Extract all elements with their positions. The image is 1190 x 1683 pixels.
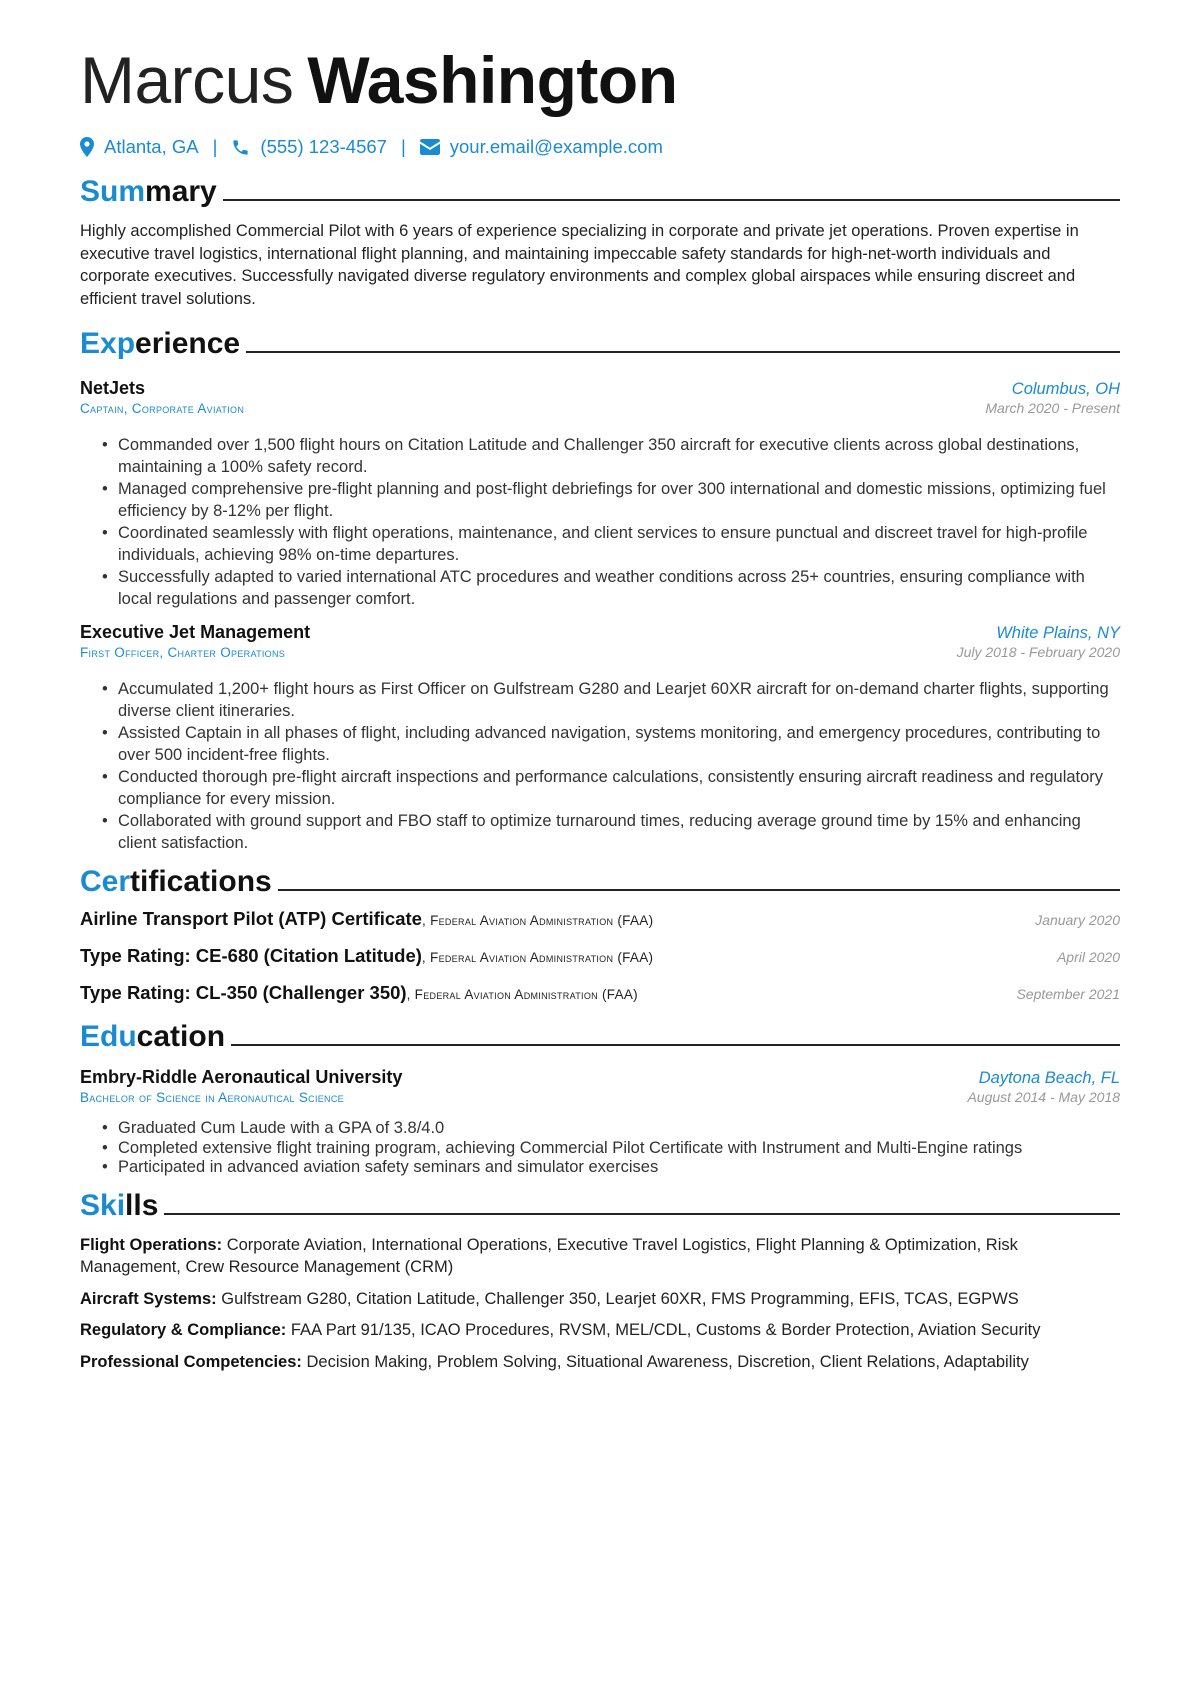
bullet-item: • Conducted thorough pre-flight aircraft inspections and performance calculations, consistently ensuring aircraft readiness and regulatory compliance for every mission. (118, 766, 1120, 810)
section-title: Certifications (80, 865, 272, 898)
email-link[interactable]: your.email@example.com (449, 136, 663, 157)
job-bullets (80, 434, 1120, 610)
first-name: Marcus (80, 43, 294, 117)
skill-group (80, 1234, 1120, 1279)
section-rule (164, 1213, 1120, 1215)
map-pin-icon (80, 137, 104, 157)
envelope-icon (420, 139, 450, 155)
skill-label: Aircraft Systems: (80, 1289, 217, 1308)
phone-icon (231, 138, 260, 157)
bullet-item: • Commanded over 1,500 flight hours on Citation Latitude and Challenger 350 aircraft for executive clients across global destinations, maintaining a 100% safety record. (118, 434, 1120, 478)
section-title: Education (80, 1020, 226, 1053)
separator: | (400, 136, 406, 157)
certification-date: January 2020 (1035, 912, 1120, 928)
separator: | (212, 136, 218, 157)
job-bullets (80, 678, 1120, 854)
certification-name: Type Rating: CE-680 (Citation Latitude) (80, 945, 422, 966)
education-dates: August 2014 - May 2018 (967, 1089, 1120, 1105)
degree: Bachelor of Science in Aeronautical Science (80, 1090, 344, 1105)
candidate-name (80, 40, 1120, 120)
job-title: Captain, Corporate Aviation (80, 401, 245, 416)
job-dates: July 2018 - February 2020 (956, 644, 1120, 660)
email-item[interactable] (420, 136, 663, 158)
experience-entry (80, 622, 1120, 854)
skill-label: Flight Operations: (80, 1235, 223, 1254)
section-rule (278, 889, 1120, 891)
summary-heading (80, 174, 1120, 210)
certifications-heading (80, 864, 1120, 900)
contact-line (80, 134, 1120, 160)
employer-name: Executive Jet Management (80, 622, 311, 642)
skill-list: Corporate Aviation, International Operations, Executive Travel Logistics, Flight Planning & Optimization, Risk Management, Crew Resource Management (CRM) (80, 1235, 1018, 1276)
skill-group (80, 1288, 1120, 1311)
job-title: First Officer, Charter Operations (80, 645, 286, 660)
school-location: Daytona Beach, FL (978, 1069, 1120, 1087)
experience-heading (80, 326, 1120, 362)
section-title: Skills (80, 1188, 159, 1222)
phone-item[interactable] (231, 136, 387, 158)
skill-label: Professional Competencies: (80, 1352, 302, 1371)
section-rule (223, 199, 1120, 201)
certification-issuer: Federal Aviation Administration (FAA) (414, 987, 638, 1002)
section-title: Experience (80, 327, 241, 360)
bullet-item: • Managed comprehensive pre-flight planning and post-flight debriefings for over 300 international and domestic missions, optimizing fuel efficiency by 8-12% per flight. (118, 478, 1120, 522)
skill-label: Regulatory & Compliance: (80, 1321, 287, 1339)
location-text: Atlanta, GA (104, 136, 199, 157)
education-bullets (80, 1119, 1120, 1178)
skills-heading (80, 1188, 1120, 1224)
employer-name: NetJets (80, 378, 146, 398)
certification-name: Type Rating: CL-350 (Challenger 350) (80, 982, 407, 1003)
bullet-item: • Collaborated with ground support and FBO staff to optimize turnaround times, reducing average ground time by 15% and enhancing client satisfaction. (118, 810, 1120, 854)
location-item (80, 136, 199, 158)
last-name: Washington (307, 43, 678, 117)
skill-group (80, 1351, 1120, 1374)
skill-list: FAA Part 91/135, ICAO Procedures, RVSM, MEL/CDL, Customs & Border Protection, Aviation Security (290, 1321, 1041, 1339)
certification-item: Type Rating: CL-350 (Challenger 350), Federal Aviation Administration (FAA) September 2021 (80, 982, 1120, 1003)
bullet-item: • Accumulated 1,200+ flight hours as First Officer on Gulfstream G280 and Learjet 60XR aircraft for on-demand charter flights, supporting diverse client itineraries. (118, 678, 1120, 722)
job-location: Columbus, OH (1011, 380, 1120, 398)
phone-text: (555) 123-4567 (260, 136, 387, 157)
certification-item: Type Rating: CE-680 (Citation Latitude), Federal Aviation Administration (FAA) April 2020 (80, 945, 1120, 966)
education-heading (80, 1019, 1120, 1055)
school-name: Embry-Riddle Aeronautical University (80, 1067, 403, 1087)
job-dates: March 2020 - Present (985, 400, 1120, 416)
section-rule (231, 1044, 1120, 1046)
summary-text: Highly accomplished Commercial Pilot with 6 years of experience specializing in corporate and private jet operations. Proven expertise in executive travel logistics, international flight planning, and maintaining impeccable safety standards for high-net-worth individuals and corporate executives. Successfully navigated diverse regulatory environments and complex global airspaces while ensuring discreet and efficient travel solutions. (80, 222, 1079, 308)
certification-issuer: Federal Aviation Administration (FAA) (430, 950, 654, 965)
certification-date: April 2020 (1056, 949, 1120, 965)
bullet-item: • Coordinated seamlessly with flight operations, maintenance, and client services to ensure punctual and discreet travel for high-profile individuals, achieving 98% on-time departures. (118, 522, 1120, 566)
section-rule (246, 351, 1120, 353)
certification-name: Airline Transport Pilot (ATP) Certificate (80, 908, 422, 929)
certification-date: September 2021 (1016, 986, 1120, 1002)
bullet-item: • Assisted Captain in all phases of flight, including advanced navigation, systems monitoring, and emergency procedures, contributing to over 500 incident-free flights. (118, 722, 1120, 766)
certification-issuer: Federal Aviation Administration (FAA) (430, 913, 654, 928)
section-title: Summary (80, 175, 217, 208)
resume-page (80, 40, 1120, 1373)
education-entry (80, 1067, 1120, 1178)
bullet-item: • Participated in advanced aviation safety seminars and simulator exercises (118, 1158, 1120, 1178)
bullet-item: • Successfully adapted to varied international ATC procedures and weather conditions across 25+ countries, ensuring compliance with local regulations and passenger comfort. (118, 566, 1120, 610)
skill-list: Gulfstream G280, Citation Latitude, Challenger 350, Learjet 60XR, FMS Programming, EFIS, TCAS, EGPWS (221, 1289, 1019, 1308)
certification-item: Airline Transport Pilot (ATP) Certificate, Federal Aviation Administration (FAA) January 2020 (80, 908, 1120, 929)
experience-entry (80, 378, 1120, 610)
bullet-item: • Graduated Cum Laude with a GPA of 3.8/4.0 (118, 1119, 1120, 1139)
skill-list: Decision Making, Problem Solving, Situational Awareness, Discretion, Client Relations, Adaptability (306, 1352, 1029, 1371)
job-location: White Plains, NY (996, 624, 1120, 642)
bullet-item: • Completed extensive flight training program, achieving Commercial Pilot Certificate with Instrument and Multi-Engine ratings (118, 1139, 1120, 1159)
skill-group (80, 1319, 1120, 1342)
